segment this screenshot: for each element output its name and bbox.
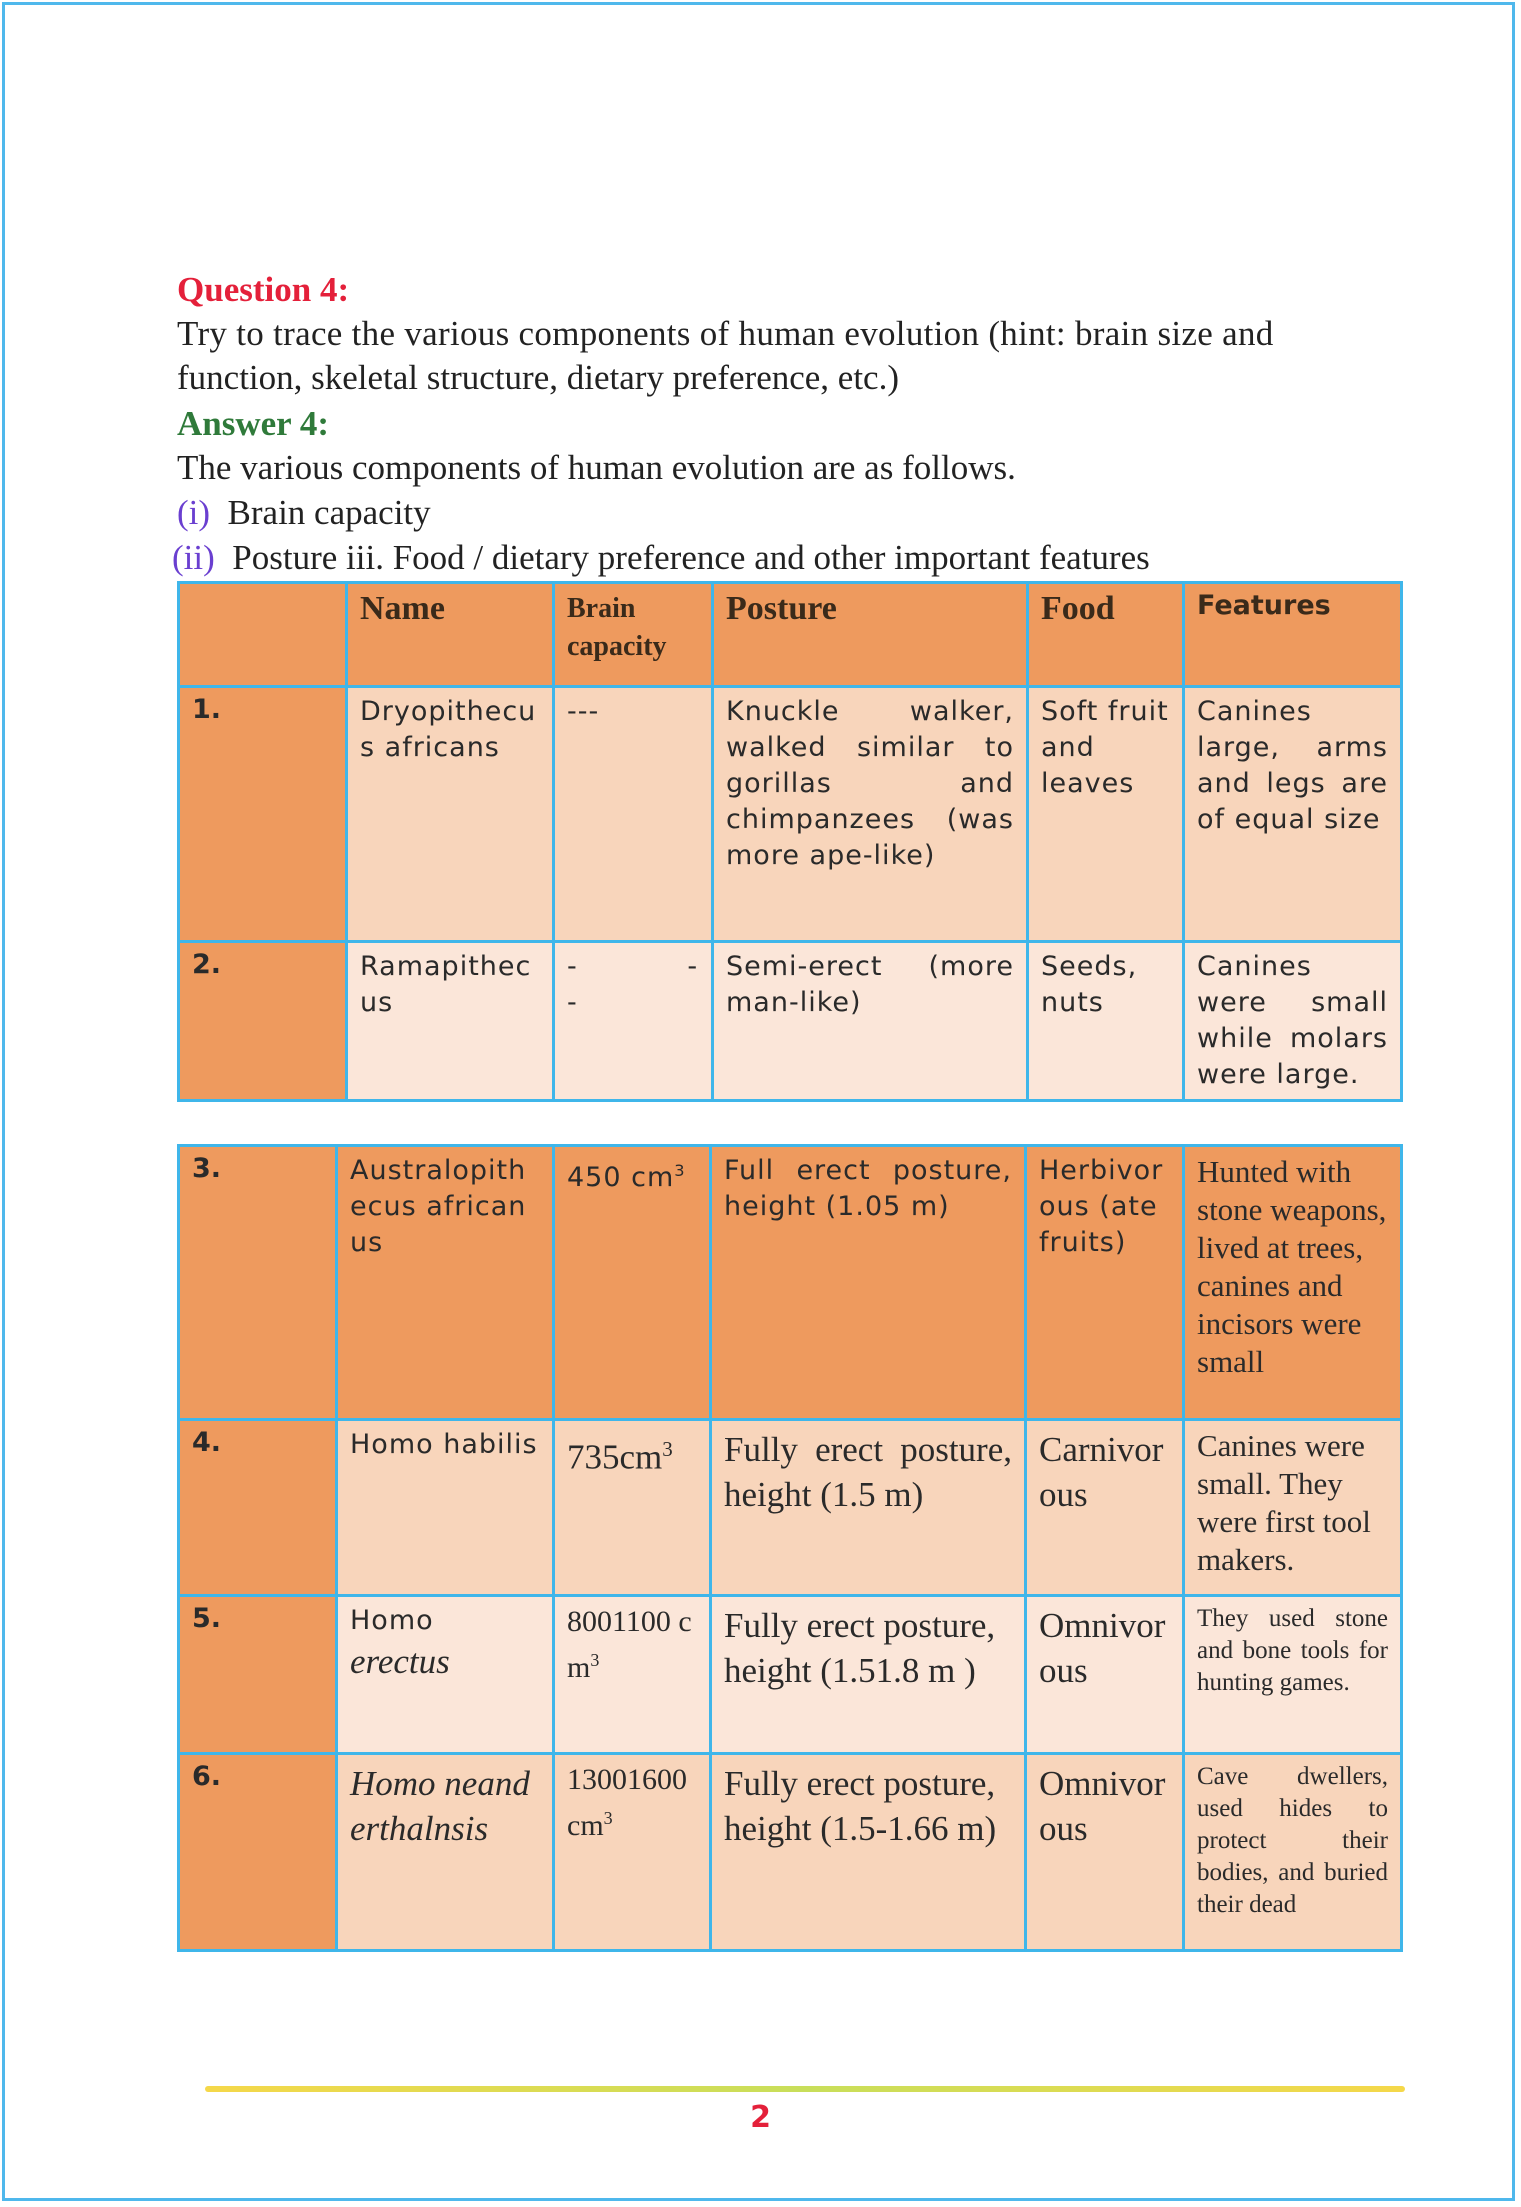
cell-features: Hunted with stone weapons, lived at trees, canines and incisors were small: [1184, 1146, 1402, 1420]
answer-label: Answer 4:: [177, 404, 329, 443]
list-item: [177, 493, 431, 533]
cell-posture: Fully erect posture, height (1.5 m): [711, 1420, 1026, 1596]
header-features: Features: [1184, 583, 1402, 687]
cell-food: Omnivorous: [1026, 1596, 1184, 1754]
row-number: 5.: [179, 1596, 337, 1754]
brain-value: 13001600 cm: [567, 1763, 687, 1842]
evolution-table-part1: [177, 581, 1403, 1102]
cell-features: Canines large, arms and legs are of equal size: [1184, 687, 1402, 942]
header-cell-no: [179, 583, 347, 687]
table-row: [179, 1596, 1402, 1754]
cell-posture: Full erect posture, height (1.05 m): [711, 1146, 1026, 1420]
cell-food: Herbivorous (ate fruits): [1026, 1146, 1184, 1420]
list-text: Posture iii. Food / dietary preference and other important features: [232, 538, 1150, 577]
superscript: 3: [590, 1650, 600, 1670]
cell-posture: Fully erect posture, height (1.5-1.66 m): [711, 1754, 1026, 1951]
cell-name: Australopithecus africanus: [337, 1146, 554, 1420]
question-label: Question 4:: [177, 270, 350, 309]
brain-value: 735cm: [567, 1437, 663, 1477]
list-item: [172, 538, 1150, 578]
cell-name: [337, 1596, 554, 1754]
superscript: 3: [674, 1161, 686, 1180]
row-number: 3.: [179, 1146, 337, 1420]
cell-food: Carnivorous: [1026, 1420, 1184, 1596]
superscript: 3: [662, 1437, 673, 1461]
cell-brain: [554, 1146, 711, 1420]
cell-posture: Knuckle walker, walked similar to gorillas and chimpanzees (was more ape-like): [713, 687, 1028, 942]
question-text-line1: Try to trace the various components of human evolution (hint: brain size and: [177, 314, 1274, 353]
cell-brain: [554, 1596, 711, 1754]
table-row: [179, 1420, 1402, 1596]
header-name: Name: [347, 583, 554, 687]
page-number: 2: [750, 2100, 771, 2135]
name-genus: Homo: [350, 1605, 434, 1636]
cell-brain: - - -: [554, 942, 713, 1101]
cell-name: Homo neanderthalnsis: [337, 1754, 554, 1951]
row-number: 1.: [179, 687, 347, 942]
cell-food: Soft fruit and leaves: [1028, 687, 1184, 942]
cell-name: Ramapithecus: [347, 942, 554, 1101]
table-header-row: [179, 583, 1402, 687]
header-brain-capacity: Brain capacity: [554, 583, 713, 687]
list-text: Brain capacity: [227, 493, 431, 532]
cell-features: They used stone and bone tools for hunting games.: [1184, 1596, 1402, 1754]
header-food: Food: [1028, 583, 1184, 687]
cell-name: Homo habilis: [337, 1420, 554, 1596]
cell-food: Omnivorous: [1026, 1754, 1184, 1951]
row-number: 6.: [179, 1754, 337, 1951]
cell-brain: [554, 1420, 711, 1596]
brain-value: 8001100 cm: [567, 1605, 692, 1684]
answer-intro: The various components of human evolution are as follows.: [177, 448, 1016, 487]
cell-features: Canines were small while molars were large.: [1184, 942, 1402, 1101]
brain-value: 450 cm: [567, 1162, 675, 1193]
cell-features: Canines were small. They were first tool makers.: [1184, 1420, 1402, 1596]
row-number: 2.: [179, 942, 347, 1101]
cell-brain: ---: [554, 687, 713, 942]
table-row: [179, 1146, 1402, 1420]
header-posture: Posture: [713, 583, 1028, 687]
cell-name: Dryopithecus africans: [347, 687, 554, 942]
cell-food: Seeds, nuts: [1028, 942, 1184, 1101]
evolution-table-part2: [177, 1144, 1403, 1952]
list-number: (i): [177, 493, 211, 532]
table-row: [179, 687, 1402, 942]
row-number: 4.: [179, 1420, 337, 1596]
table-row: [179, 1754, 1402, 1951]
table-row: [179, 942, 1402, 1101]
footer-divider: [205, 2086, 1405, 2092]
cell-posture: Fully erect posture, height (1.51.8 m ): [711, 1596, 1026, 1754]
cell-brain: [554, 1754, 711, 1951]
cell-features: Cave dwellers, used hides to protect their bodies, and buried their dead: [1184, 1754, 1402, 1951]
cell-posture: Semi-erect (more man-like): [713, 942, 1028, 1101]
superscript: 3: [603, 1808, 613, 1828]
question-text-line2: function, skeletal structure, dietary preference, etc.): [177, 358, 899, 397]
list-number: (ii): [172, 538, 215, 577]
name-species: erectus: [350, 1642, 450, 1681]
